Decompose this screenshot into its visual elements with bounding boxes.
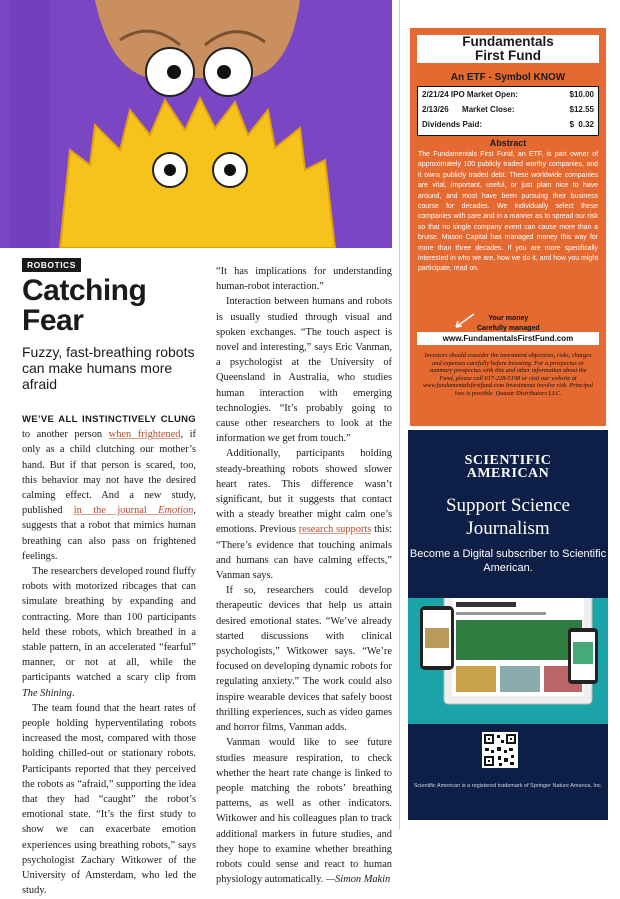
column-divider xyxy=(399,0,400,830)
fund-advertisement[interactable] xyxy=(410,28,606,426)
fuzzy-robot-illustration xyxy=(0,0,392,248)
link-text: in the journal xyxy=(73,505,159,517)
sciam-headline: Support Science Journalism xyxy=(445,495,570,539)
row-value: $10.00 xyxy=(569,90,594,99)
byline: —Simon Makin xyxy=(325,874,391,886)
fund-disclaimer: Investors should consider the investment objectives, risks, charges and expenses carefully before investing. For a prospectus or summary prospectus with this and other information about the Fund, please call 617-228-5198 or visit our website at www.fundamentalsfirstfund.com Investments involve risk. Principal loss is possible. Quasar Distributors LLC. xyxy=(422,352,594,397)
table-row xyxy=(422,90,594,99)
sciam-advertisement[interactable] xyxy=(408,430,608,820)
paragraph: “It has implications for understanding human-robot interaction.” xyxy=(216,266,392,293)
fund-price-table xyxy=(417,86,599,136)
table-row xyxy=(422,105,594,114)
paragraph: Interaction between humans and robots is usually studied through visual and spoken exchanges. “The touch aspect is novel and interesting,” says Eric Vanman, a psychologist at the University of Queensland in Australia, who studies human interaction with emerging technologies. “It’s probably going to cause other researchers to look at the information we get from touch.” xyxy=(216,296,392,445)
row-value: $ 0.32 xyxy=(569,120,594,129)
text: Additionally, participants holding steady-breathing robots showed slower heart rates. This difference wasn’t significant, but it suggests that contact with a steady breather might calm one’s emotions. Previous xyxy=(216,448,392,536)
sciam-logo xyxy=(408,454,608,480)
link-when-frightened[interactable]: when frightened xyxy=(108,429,181,441)
money-line1: Your money xyxy=(488,315,529,322)
fund-url-link[interactable]: www.FundamentalsFirstFund.com xyxy=(417,332,599,345)
text: this: “There’s evidence that touching animals and humans can have calming effects,” Vanman says. xyxy=(216,524,392,582)
row-label: 2/13/26 Market Close: xyxy=(422,105,515,114)
sciam-trademark: Scientific American is a registered trademark of Springer Nature America, Inc. xyxy=(413,783,603,789)
text: , if only as a child clutching our mother’s hand. But if that person is scared, too, this behavior may not have the desired calming effect. And a new study, published xyxy=(22,429,197,517)
paragraph: If so, researchers could develop therapeutic devices that help us attain desired emotional states. “We’ve already started discussions with clinical psychologists,” Witkower says. “We’re focused on developing dynamic robots for regulating anxiety.” The work could also inspire wearable devices that safely boost thrilling experiences, such as video games and horror films, Vanman adds. xyxy=(216,585,392,734)
row-label: Dividends Paid: xyxy=(422,120,483,129)
money-line2: Carefully managed xyxy=(477,325,540,332)
qr-code-icon xyxy=(482,732,518,768)
link-research-supports[interactable]: research supports xyxy=(298,524,372,536)
paragraph xyxy=(216,446,392,583)
sciam-pitch: Become a Digital subscriber to Scientific American. xyxy=(409,548,607,574)
devices-illustration xyxy=(408,598,608,724)
paragraph xyxy=(216,735,392,887)
table-row xyxy=(422,120,594,129)
row-label: 2/21/24 IPO Market Open: xyxy=(422,90,519,99)
article-subtitle: Fuzzy, fast-breathing robots can make humans more afraid xyxy=(22,344,195,392)
logo-line2: AMERICAN xyxy=(466,466,550,481)
fund-title-line1: Fundamentals xyxy=(462,34,554,49)
text: , suggests that a robot that mimics human breathing can also pass on frightened feelings. xyxy=(22,505,196,562)
row-value: $12.55 xyxy=(569,105,594,114)
paragraph xyxy=(22,412,196,564)
abstract-text: The Fundamentals First Fund, an ETF, is part owner of approximately 100 publicly traded worthy companies, and it owns publicly traded debt. These worldwide companies are vital, important, useful, or just plain nice to have around, and most have been pursuing their business course for decades. We individually select these companies with care and in a manner as to spread our risk so that no single company event can cause more than a bruise. Mason Capital has managed money this way for more than three decades. If you are more specifically interested in who we are, how we do it, and how you might participate, read on. xyxy=(418,151,598,273)
fund-title-line2: First Fund xyxy=(475,48,541,63)
film-title: The Shining xyxy=(22,687,72,699)
fund-title-box xyxy=(417,35,599,63)
article-title: Catching Fear xyxy=(22,274,147,337)
hero-illustration xyxy=(0,0,392,248)
abstract-heading: Abstract xyxy=(489,138,527,148)
paragraph xyxy=(22,564,196,701)
fund-subtitle: An ETF - Symbol KNOW xyxy=(450,72,566,83)
device-mockup-panel xyxy=(408,598,608,724)
text: The researchers developed round fluffy robots with motorized ribcages that can simulate breathing by expanding and contracting. More than 100 participants held these robots, which breathed in a stable pattern, in an accelerated “fearful” manner, or not at all, while the participants watched a scary clip from xyxy=(22,566,196,684)
link-text-italic: Emotion xyxy=(158,505,194,517)
arrow-icon xyxy=(452,312,476,330)
lead-in: WE’VE ALL INSTINCTIVELY CLUNG xyxy=(22,414,196,425)
text: Vanman would like to see future studies measure respiration, to check whether the heart rate change is linked to people matching the robots’ breathing patterns, as well as other indicators. Witkower and his colleagues plan to track additional markers in future studies, and they hope to examine whether breathing robots could sense and react to human physiology automatically. xyxy=(216,737,392,886)
article-column-2 xyxy=(216,264,392,887)
qr-code[interactable] xyxy=(482,732,518,768)
section-tag: ROBOTICS xyxy=(22,258,81,272)
logo-line1: SCIENTIFIC xyxy=(464,453,552,468)
text: to another person xyxy=(22,429,109,441)
article-column-1 xyxy=(22,412,196,899)
paragraph: The team found that the heart rates of people holding hyperventilating robots increased the most, compared with those holding chilled-out or stationary robots. Participants reported that they perceived the robots as “afraid,” supporting the idea that they had “caught” the robot’s emotional state. “It’s the first study to show we can exacerbate emotion experiences using breathing robots,” says psychologist Zachary Witkower of the University of Amsterdam, who led the study. xyxy=(22,702,196,897)
link-journal-emotion[interactable] xyxy=(74,505,194,516)
money-tagline xyxy=(477,314,540,334)
text: . xyxy=(71,687,75,699)
